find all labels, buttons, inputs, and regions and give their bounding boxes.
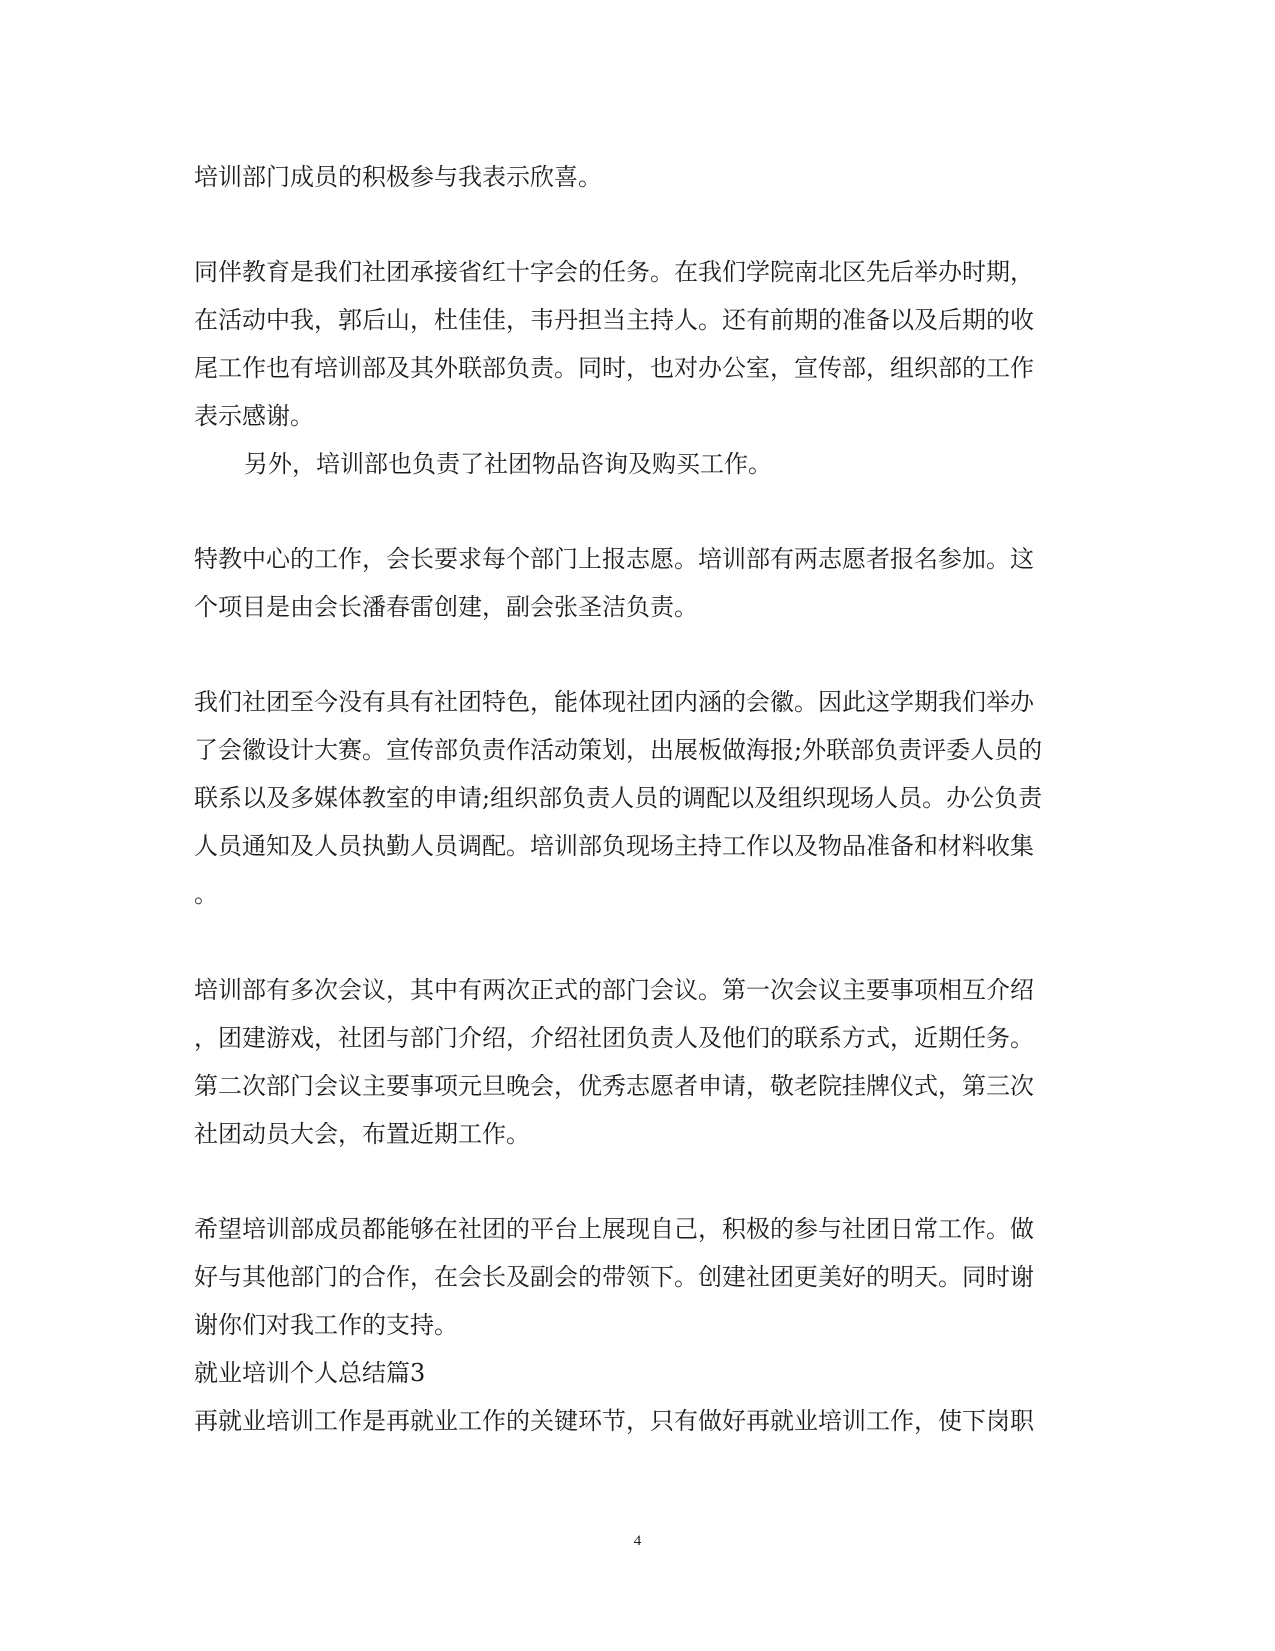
text-line: 表示感谢。 (194, 402, 314, 430)
text-line: 第二次部门会议主要事项元旦晚会，优秀志愿者申请，敬老院挂牌仪式，第三次 (194, 1072, 1034, 1100)
text-line: 。 (194, 880, 218, 908)
text-line: 个项目是由会长潘春雷创建，副会张圣洁负责。 (194, 593, 698, 621)
text-line: 培训部有多次会议，其中有两次正式的部门会议。第一次会议主要事项相互介绍 (194, 976, 1034, 1004)
text-line: 另外，培训部也负责了社团物品咨询及购买工作。 (244, 450, 772, 478)
text-line: 培训部门成员的积极参与我表示欣喜。 (194, 163, 602, 191)
text-line: 在活动中我，郭后山，杜佳佳，韦丹担当主持人。还有前期的准备以及后期的收 (194, 306, 1034, 334)
text-line: 好与其他部门的合作，在会长及副会的带领下。创建社团更美好的明天。同时谢 (194, 1263, 1034, 1291)
text-line: 希望培训部成员都能够在社团的平台上展现自己，积极的参与社团日常工作。做 (194, 1215, 1034, 1243)
page-number: 4 (633, 1533, 642, 1549)
text-line: 谢你们对我工作的支持。 (194, 1311, 458, 1339)
text-line: 了会徽设计大赛。宣传部负责作活动策划，出展板做海报;外联部负责评委人员的 (194, 736, 1043, 764)
text-line: 特教中心的工作，会长要求每个部门上报志愿。培训部有两志愿者报名参加。这 (194, 545, 1034, 573)
text-line: 尾工作也有培训部及其外联部负责。同时，也对办公室，宣传部，组织部的工作 (194, 354, 1034, 382)
text-line: ，团建游戏，社团与部门介绍，介绍社团负责人及他们的联系方式，近期任务。 (194, 1024, 1034, 1052)
text-line: 社团动员大会，布置近期工作。 (194, 1120, 530, 1148)
text-line: 人员通知及人员执勤人员调配。培训部负现场主持工作以及物品准备和材料收集 (194, 832, 1034, 860)
text-line: 联系以及多媒体教室的申请;组织部负责人员的调配以及组织现场人员。办公负责 (194, 784, 1043, 812)
text-line: 我们社团至今没有具有社团特色，能体现社团内涵的会徽。因此这学期我们举办 (194, 688, 1034, 716)
text-line: 同伴教育是我们社团承接省红十字会的任务。在我们学院南北区先后举办时期， (194, 258, 1034, 286)
section-heading: 就业培训个人总结篇3 (194, 1359, 426, 1387)
text-line: 再就业培训工作是再就业工作的关键环节，只有做好再就业培训工作，使下岗职 (194, 1407, 1034, 1435)
